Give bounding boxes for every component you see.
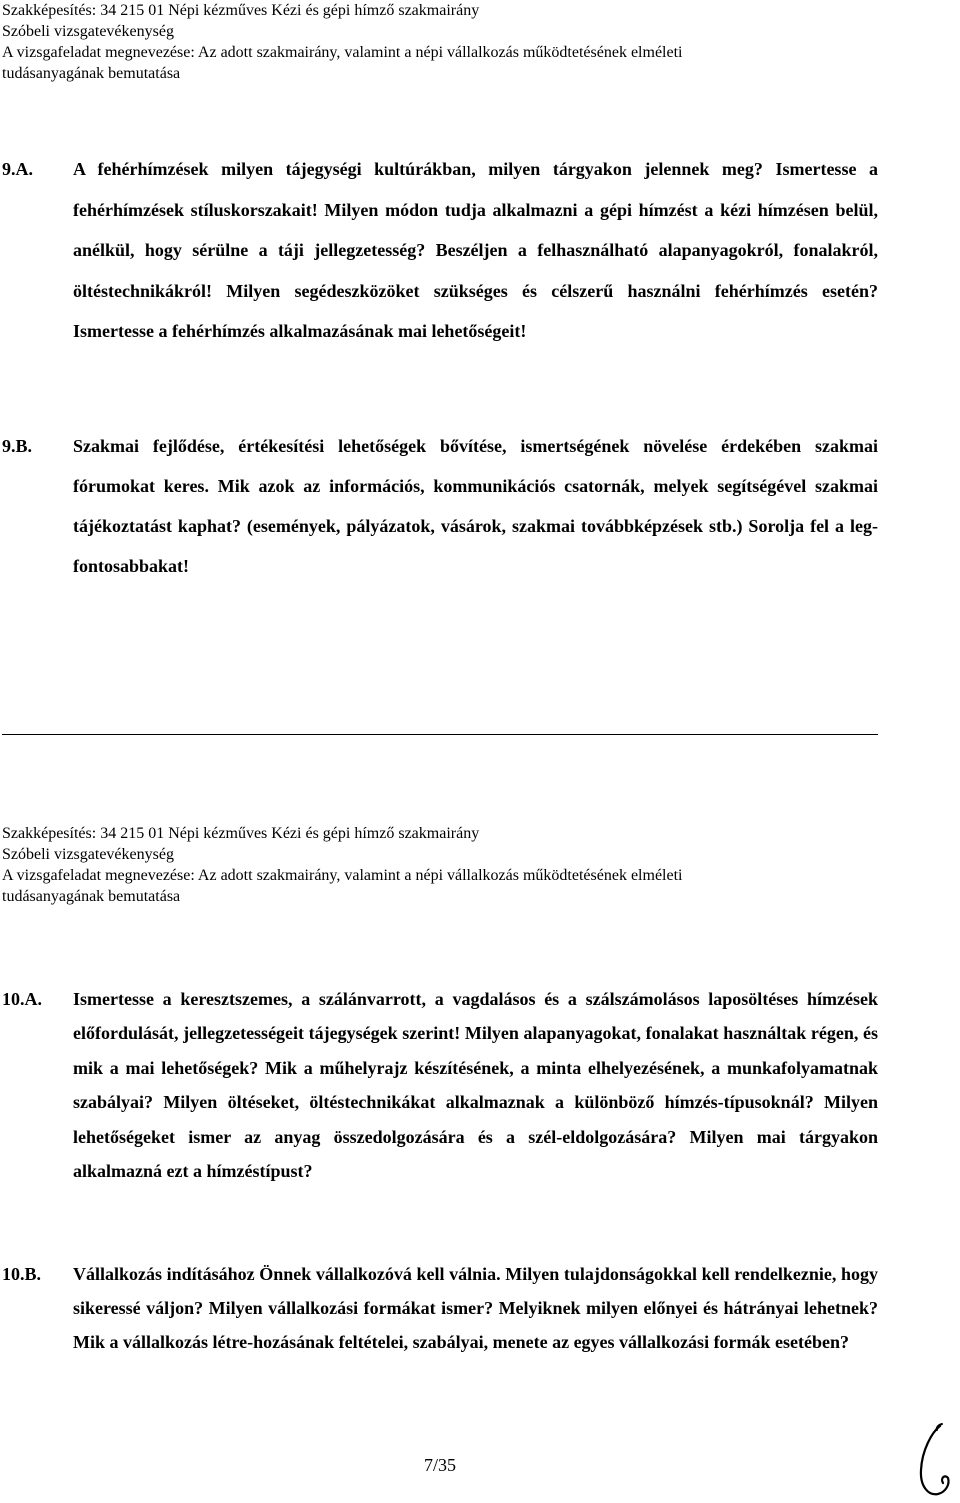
page-header-top xyxy=(2,0,902,84)
question-number: 9.A. xyxy=(2,159,33,179)
question-number: 10.A. xyxy=(2,989,42,1009)
header-task-name: A vizsgafeladat megnevezése: Az adott szakmairány, valamint a népi vállalkozás működtetésének elméleti xyxy=(2,44,683,61)
handwritten-signature xyxy=(912,1420,956,1500)
page-divider xyxy=(2,734,878,735)
question-text: Ismertesse a keresztszemes, a szálánvarrott, a vagdalásos és a szálszámolásos laposöltéses hímzések előfordulását, jellegzetességeit tájegységek szerint! Milyen alapanyagokat, fonalakat használtak régen, és mik a mai lehetőségek? Mik a műhelyrajz készítésének, a minta elhelyezésének, a munkafolyamatnak szabályai? Milyen öltéseket, öltéstechnikákat alkalmaznak a különböző hímzés-típusoknál? Milyen lehetőségeket ismer az anyag összedolgozására és a szél-eldolgozására? Milyen mai tárgyakon alkalmazná ezt a hímzéstípust? xyxy=(73,989,878,1182)
page-number: 7/35 xyxy=(423,1455,456,1475)
question-text: Vállalkozás indításához Önnek vállalkozóvá kell válnia. Milyen tulajdonságokkal kell rendelkeznie, hogy sikeressé váljon? Milyen vállalkozási formákat ismer? Melyiknek milyen előnyei és hátrányai lehetnek? Mik a vállalkozás létre-hozásának feltételei, szabályai, menete az egyes vállalkozási formák esetében? xyxy=(73,1264,878,1352)
header-exam-type: Szóbeli vizsgatevékenység xyxy=(2,846,174,863)
header-qualification: Szakképesítés: 34 215 01 Népi kézműves Kézi és gépi hímző szakmairány xyxy=(2,825,480,842)
question-text: Szakmai fejlődése, értékesítési lehetőségek bővítése, ismertségének növelése érdekében szakmai fórumokat keres. Mik azok az információs, kommunikációs csatornák, melyek segítségével szakmai tájékoztatást kaphat? (események, pályázatok, vásárok, szakmai továbbképzések stb.) Sorolja fel a leg-fontosabbakat! xyxy=(73,436,878,576)
page-header-second xyxy=(2,823,902,907)
header-task-name-cont: tudásanyagának bemutatása xyxy=(2,65,181,82)
question-9b xyxy=(2,426,878,586)
question-10b xyxy=(2,1257,878,1359)
header-task-name-cont: tudásanyagának bemutatása xyxy=(2,888,181,905)
question-number: 9.B. xyxy=(2,436,33,456)
header-exam-type: Szóbeli vizsgatevékenység xyxy=(2,23,174,40)
question-text: A fehérhímzések milyen tájegységi kultúrákban, milyen tárgyakon jelennek meg? Ismertesse a fehérhímzések stíluskorszakait! Milyen módon tudja alkalmazni a gépi hímzést a kézi hímzésen belül, anélkül, hogy sérülne a táji jellegzetesség? Beszéljen a felhasználható alapanyagokról, fonalakról, öltéstechnikákról! Milyen segédeszközöket szükséges és célszerű használni fehérhímzés esetén? Ismertesse a fehérhímzés alkalmazásának mai lehetőségeit! xyxy=(73,159,878,341)
question-number: 10.B. xyxy=(2,1264,42,1284)
question-9a xyxy=(2,149,878,352)
header-qualification: Szakképesítés: 34 215 01 Népi kézműves Kézi és gépi hímző szakmairány xyxy=(2,2,480,19)
question-10a xyxy=(2,982,878,1188)
header-task-name: A vizsgafeladat megnevezése: Az adott szakmairány, valamint a népi vállalkozás működtetésének elméleti xyxy=(2,867,683,884)
